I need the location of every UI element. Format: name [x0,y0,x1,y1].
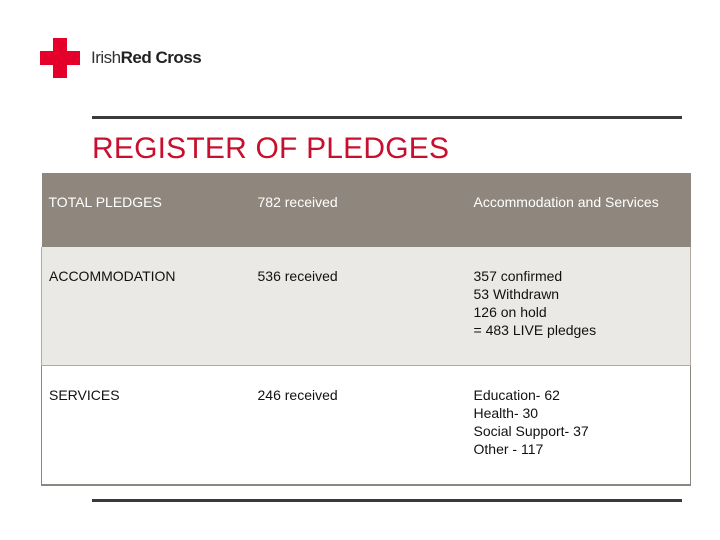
red-cross-icon [40,38,80,78]
row-details-accommodation [474,247,691,365]
detail-line: = 483 LIVE pledges [473,322,597,338]
row-details-services [474,365,691,485]
detail-line: 357 confirmed [473,268,563,284]
detail-line: Social Support- 37 [473,422,589,439]
bottom-divider [92,499,682,502]
table-header-row [42,173,691,247]
brand-name-regular: Irish [91,48,121,67]
table-row-services [42,365,691,485]
detail-line: Health- 30 [473,404,539,421]
row-label-services: SERVICES [42,365,258,485]
table-row-accommodation [42,247,691,365]
row-received-services: 246 received [258,365,474,485]
detail-line: Education- 62 [473,386,560,403]
top-divider [92,116,682,119]
row-received-accommodation: 536 received [258,247,474,365]
brand-name [91,48,201,68]
pledges-table [41,173,691,486]
detail-line: 53 Withdrawn [473,286,560,302]
brand-name-bold: Red Cross [120,48,202,67]
row-label-accommodation: ACCOMMODATION [42,247,258,365]
header-cell-received: 782 received [258,173,474,247]
page-title: REGISTER OF PLEDGES [92,132,450,165]
detail-line: 126 on hold [473,304,547,320]
header-cell-category: Accommodation and Services [474,173,691,247]
detail-line: Other - 117 [473,440,544,457]
header-cell-total-pledges: TOTAL PLEDGES [42,173,258,247]
